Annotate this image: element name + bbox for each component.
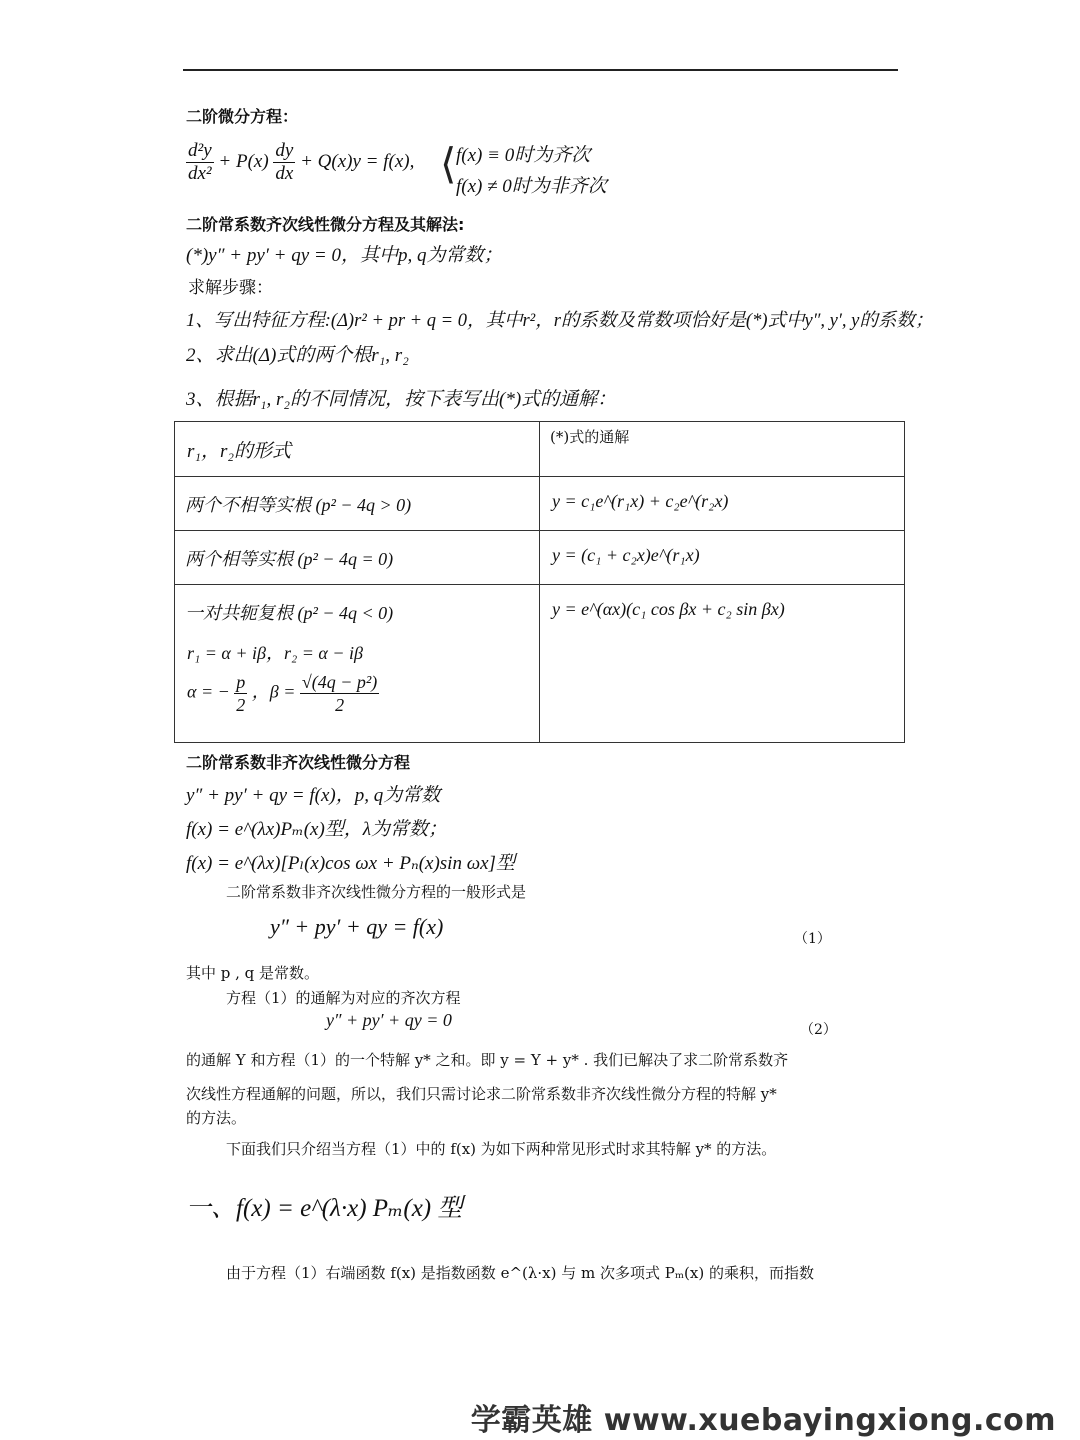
section-title-second-order: 二阶微分方程：: [186, 107, 299, 126]
form-exp-poly: f(x) = e^(λx)Pₘ(x)型，λ为常数；: [186, 819, 448, 840]
header-root-form: r₁，r₂的形式: [187, 441, 291, 462]
table-row: [175, 422, 905, 477]
paragraph-general-form: 二阶常系数非齐次线性微分方程的一般形式是: [226, 883, 527, 901]
case-nonhomogeneous: f(x) ≠ 0时为非齐次: [456, 176, 607, 197]
fraction-d2y-dx2: $\frac{\text{d²y}}{\text{dx²}}$: [188, 140, 212, 184]
step-3: 3、根据r₁, r₂的不同情况，按下表写出(*)式的通解：: [186, 389, 617, 410]
form-exp-trig: f(x) = e^(λx)[Pₗ(x)cos ωx + Pₙ(x)sin ωx]型: [186, 853, 515, 874]
row3-alpha-beta: α = − $\frac{p}{2}$ ，β = $\frac{\text{√(4q − p²)}}{2}$: [187, 672, 378, 715]
table-cell: [175, 531, 540, 585]
step-2: 2、求出(Δ)式的两个根r₁, r₂: [186, 345, 409, 366]
table-row: [175, 531, 905, 585]
paragraph-sum: 的通解 Y 和方程（1）的一个特解 y* 之和。即 y = Y + y* . 我们已解决了求二阶常系数齐: [186, 1051, 789, 1069]
row3-root-form: 一对共轭复根 (p² − 4q < 0): [185, 603, 394, 623]
step-1: 1、写出特征方程:(Δ)r² + pr + q = 0，其中r²，r的系数及常数项恰好是(*)式中y″, y′, y的系数；: [186, 311, 934, 331]
paragraph-product: 由于方程（1）右端函数 f(x) 是指数函数 e^(λ·x) 与 m 次多项式 Pₘ(x) 的乘积，而指数: [226, 1264, 814, 1282]
row1-root-form: 两个不相等实根 (p² − 4q > 0): [185, 495, 412, 515]
row2-solution: y = (c₁ + c₂x)e^(r₁x): [552, 545, 700, 565]
section-title-nonhomogeneous: 二阶常系数非齐次线性微分方程: [186, 753, 411, 772]
case-homogeneous: f(x) ≡ 0时为齐次: [456, 145, 591, 166]
row3-roots: r₁ = α + iβ，r₂ = α − iβ: [187, 643, 363, 663]
section-title-form-one: 一、f(x) = e^(λ·x) Pₘ(x) 型: [186, 1195, 463, 1222]
watermark: 学霸英雄 www.xuebayingxiong.com: [470, 1403, 1056, 1438]
paragraph-general-solution: 方程（1）的通解为对应的齐次方程: [226, 989, 461, 1007]
header-general-solution: (*)式的通解: [550, 428, 630, 446]
table-row: [175, 585, 905, 743]
table-cell: [540, 422, 905, 477]
second-order-equation: $\frac{\text{d²y}}{\text{dx²}}$ + P(x) $\frac{dy}{dx}$ + Q(x)y = f(x),: [188, 140, 415, 184]
equation-1-number: （1）: [794, 931, 831, 947]
top-rule: [183, 69, 898, 71]
table-cell: [175, 422, 540, 477]
steps-label: 求解步骤：: [188, 278, 273, 298]
row2-root-form: 两个相等实根 (p² − 4q = 0): [185, 549, 394, 569]
paragraph-two-forms: 下面我们只介绍当方程（1）中的 f(x) 为如下两种常见形式时求其特解 y* 的方法。: [226, 1140, 777, 1158]
fraction-dy-dx: $\frac{dy}{dx}$: [275, 140, 294, 184]
case-brace-icon: ⟨: [440, 139, 457, 188]
row3-solution: y = e^(αx)(c₁ cos βx + c₂ sin βx): [552, 599, 785, 619]
paragraph-method: 次线性方程通解的问题，所以，我们只需讨论求二阶常系数非齐次线性微分方程的特解 y*: [186, 1085, 777, 1103]
equation-2: y″ + py′ + qy = 0: [326, 1010, 452, 1030]
table-cell: [175, 477, 540, 531]
homogeneous-equation: (*)y″ + py′ + qy = 0，其中p, q为常数；: [186, 245, 503, 266]
nonhomogeneous-equation: y″ + py′ + qy = f(x)，p, q为常数: [186, 785, 441, 806]
paragraph-constants: 其中 p , q 是常数。: [186, 964, 320, 982]
fraction-sqrt-over-2: $\frac{\text{√(4q − p²)}}{2}$: [301, 672, 378, 715]
table-cell: [540, 477, 905, 531]
equation-1: y″ + py′ + qy = f(x): [270, 914, 444, 939]
fraction-p-over-2: $\frac{p}{2}$: [236, 672, 246, 715]
table-row: [175, 477, 905, 531]
section-title-homogeneous: 二阶常系数齐次线性微分方程及其解法:: [186, 215, 465, 234]
table-cell: [540, 585, 905, 743]
table-cell: [175, 585, 540, 743]
row1-solution: y = c₁e^(r₁x) + c₂e^(r₂x): [552, 491, 729, 511]
table-cell: [540, 531, 905, 585]
paragraph-method-end: 的方法。: [186, 1109, 247, 1127]
solution-table: [174, 421, 905, 743]
equation-2-number: （2）: [800, 1022, 837, 1038]
